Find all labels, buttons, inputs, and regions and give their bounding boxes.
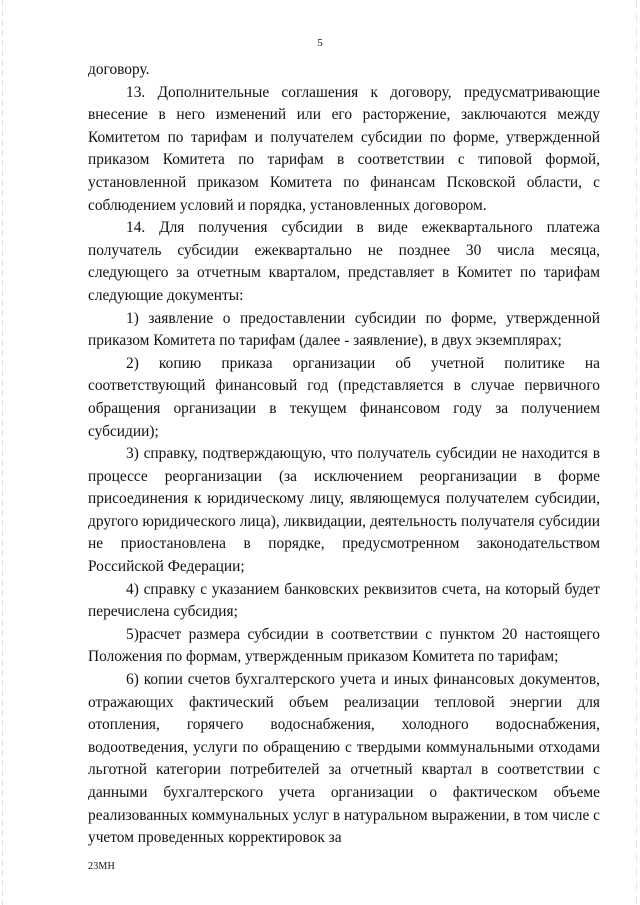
list-item-1: 1) заявление о предоставлении субсидии по форме, утвержденной приказом Комитета по тарифам (далее - заявление), в двух экземплярах; [88,309,600,350]
list-item-5: 5)расчет размера субсидии в соответствии с пунктом 20 настоящего Положения по формам, утвержденным приказом Комитета по тарифам; [88,625,600,666]
paragraph-14: 14. Для получения субсидии в виде ежеквартального платежа получатель субсидии ежеквартально не позднее 30 числа месяца, следующего за отчетным кварталом, представляет в Комитет по тарифам следующие документы: [88,219,600,304]
list-item-6: 6) копии счетов бухгалтерского учета и иных финансовых документов, отражающих фактический объем реализации тепловой энергии для отопления, горячего водоснабжения, холодного водоснабжения, водоотведения, услуги по обращению с твердыми коммунальными отходами льготной категории потребителей за отчетный квартал в соответствии с данными бухгалтерского учета организации о фактическом объеме реализованных коммунальных услуг в натуральном выражении, в том числе с учетом проведенных корректировок за [88,671,600,847]
paragraph-13: 13. Дополнительные соглашения к договору, предусматривающие внесение в него изменений или его расторжение, заключаются между Комитетом по тарифам и получателем субсидии по форме, утвержденной приказом Комитета по тарифам в соответствии с типовой формой, установленной приказом Комитета по финансам Псковской области, с соблюдением условий и порядка, установленных договором. [88,83,600,214]
list-item-4: 4) справку с указанием банковских реквизитов счета, на который будет перечислена субсидия; [88,580,600,621]
scan-edge-right [636,0,637,905]
paragraph-continuation: договору. [88,61,150,78]
scan-edge-left [2,0,3,905]
document-body [88,59,600,850]
page-number: 5 [317,37,323,49]
list-item-3: 3) справку, подтверждающую, что получатель субсидии не находится в процессе реорганизации (за исключением реорганизации в форме присоединения к юридическому лицу, являющемуся получателем субсидии, другого юридического лица), ликвидации, деятельность получателя субсидии не приостановлена в порядке, предусмотренном законодательством Российской Федерации; [88,445,600,576]
document-code: 23МН [88,861,115,872]
list-item-2: 2) копию приказа организации об учетной политике на соответствующий финансовый год (представляется в случае первичного обращения организации в текущем финансовом году за получением субсидии); [88,354,600,440]
